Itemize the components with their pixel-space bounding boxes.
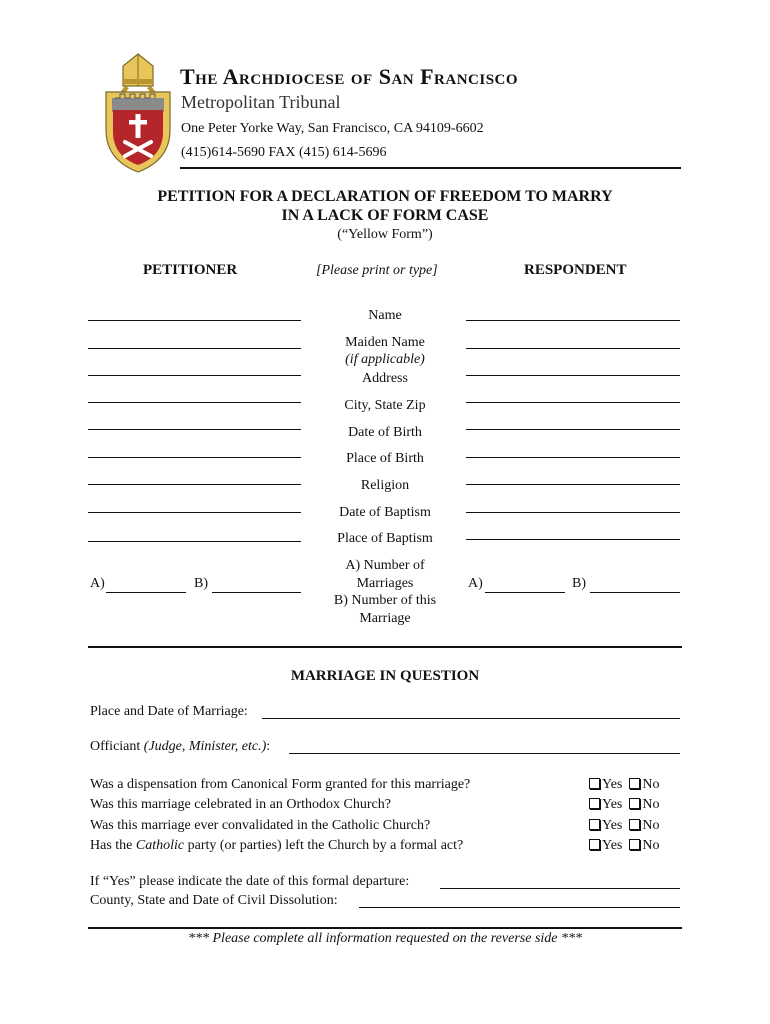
label-place-of-birth: Place of Birth: [346, 451, 424, 466]
no-checkbox[interactable]: [629, 839, 640, 850]
label-address: Address: [362, 371, 408, 386]
respondent-city-state-zip-field[interactable]: [466, 402, 680, 403]
yes-checkbox[interactable]: [589, 819, 600, 830]
no-label: No: [642, 797, 660, 812]
petitioner-a-field[interactable]: [106, 592, 186, 593]
label-date-of-birth: Date of Birth: [348, 425, 422, 440]
no-checkbox[interactable]: [629, 819, 640, 830]
yes-no-row-4: [589, 838, 660, 854]
header-divider: [180, 167, 681, 169]
petitioner-name-field[interactable]: [88, 320, 301, 321]
petitioner-place-of-birth-field[interactable]: [88, 457, 301, 458]
dissolution-field[interactable]: [359, 907, 680, 908]
org-address: One Peter Yorke Way, San Francisco, CA 94109-6602: [181, 121, 484, 136]
label-city-state-zip: City, State Zip: [344, 398, 426, 413]
petitioner-b-field[interactable]: [212, 592, 301, 593]
marriage-heading: MARRIAGE IN QUESTION: [290, 668, 480, 684]
respondent-religion-field[interactable]: [466, 484, 680, 485]
label-marriages-a1: A) Number of: [345, 558, 425, 573]
respondent-b-field[interactable]: [590, 592, 680, 593]
petitioner-heading: PETITIONER: [143, 262, 238, 278]
petitioner-a-label: A): [90, 576, 105, 591]
q4-post: party (or parties) left the Church by a formal act?: [184, 838, 464, 853]
label-if-applicable: (if applicable): [345, 352, 425, 367]
section-divider: [88, 646, 682, 648]
petitioner-date-of-birth-field[interactable]: [88, 429, 301, 430]
label-name: Name: [368, 308, 402, 323]
officiant-note: (Judge, Minister, etc.): [143, 739, 267, 754]
officiant-label: [90, 739, 270, 755]
respondent-place-of-baptism-field[interactable]: [466, 539, 680, 540]
no-checkbox[interactable]: [629, 778, 640, 789]
label-marriages-b2: Marriage: [359, 611, 411, 626]
respondent-date-of-baptism-field[interactable]: [466, 512, 680, 513]
petitioner-address-field[interactable]: [88, 375, 301, 376]
officiant-field[interactable]: [289, 753, 680, 754]
question-formal-act: [90, 838, 463, 854]
yes-label: Yes: [602, 818, 623, 833]
yes-no-row-2: [589, 797, 660, 813]
label-marriages-b1: B) Number of this: [333, 593, 437, 608]
respondent-heading: RESPONDENT: [524, 262, 627, 278]
dissolution-label: County, State and Date of Civil Dissolution:: [90, 893, 338, 908]
no-checkbox[interactable]: [629, 798, 640, 809]
yes-label: Yes: [602, 838, 623, 853]
org-phone: (415)614-5690 FAX (415) 614-5696: [181, 145, 387, 160]
respondent-date-of-birth-field[interactable]: [466, 429, 680, 430]
yes-no-row-3: [589, 818, 660, 834]
question-orthodox: Was this marriage celebrated in an Orthodox Church?: [90, 797, 391, 812]
form-subtitle: (“Yellow Form”): [337, 227, 433, 242]
label-date-of-baptism: Date of Baptism: [339, 505, 431, 520]
reverse-side-note: *** Please complete all information requested on the reverse side ***: [188, 931, 582, 946]
no-label: No: [642, 818, 660, 833]
yes-label: Yes: [602, 797, 623, 812]
label-place-of-baptism: Place of Baptism: [337, 531, 433, 546]
petitioner-religion-field[interactable]: [88, 484, 301, 485]
label-religion: Religion: [360, 478, 410, 493]
petitioner-city-state-zip-field[interactable]: [88, 402, 301, 403]
org-name: The Archdiocese of San Francisco: [180, 64, 519, 89]
question-dispensation: Was a dispensation from Canonical Form granted for this marriage?: [90, 777, 471, 792]
respondent-maiden-name-field[interactable]: [466, 348, 680, 349]
q4-catholic: Catholic: [135, 838, 185, 853]
no-label: No: [642, 838, 660, 853]
petitioner-date-of-baptism-field[interactable]: [88, 512, 301, 513]
label-maiden-name: Maiden Name: [345, 335, 425, 350]
petitioner-b-label: B): [194, 576, 208, 591]
petitioner-maiden-name-field[interactable]: [88, 348, 301, 349]
yes-checkbox[interactable]: [589, 839, 600, 850]
departure-date-field[interactable]: [440, 888, 680, 889]
form-title-line2: IN A LACK OF FORM CASE: [281, 207, 489, 224]
place-date-field[interactable]: [262, 718, 680, 719]
no-label: No: [642, 777, 660, 792]
yes-checkbox[interactable]: [589, 798, 600, 809]
question-convalidated: Was this marriage ever convalidated in the Catholic Church?: [90, 818, 431, 833]
respondent-address-field[interactable]: [466, 375, 680, 376]
archdiocese-crest-logo: [103, 52, 173, 174]
footer-divider: [88, 927, 682, 929]
place-date-label: Place and Date of Marriage:: [90, 704, 248, 719]
form-title-line1: PETITION FOR A DECLARATION OF FREEDOM TO MARRY: [157, 188, 613, 205]
departure-label: If “Yes” please indicate the date of this formal departure:: [90, 874, 410, 889]
officiant-colon: :: [266, 739, 271, 754]
respondent-a-label: A): [468, 576, 483, 591]
respondent-a-field[interactable]: [485, 592, 565, 593]
tribunal-name: Metropolitan Tribunal: [181, 92, 341, 112]
respondent-place-of-birth-field[interactable]: [466, 457, 680, 458]
yes-no-row-1: [589, 777, 660, 793]
petitioner-place-of-baptism-field[interactable]: [88, 541, 301, 542]
officiant-text: Officiant: [90, 739, 141, 754]
yes-label: Yes: [602, 777, 623, 792]
q4-pre: Has the: [90, 838, 136, 853]
respondent-b-label: B): [572, 576, 586, 591]
label-marriages-a2: Marriages: [356, 576, 414, 591]
yes-checkbox[interactable]: [589, 778, 600, 789]
respondent-name-field[interactable]: [466, 320, 680, 321]
print-instruction: [Please print or type]: [316, 263, 438, 278]
